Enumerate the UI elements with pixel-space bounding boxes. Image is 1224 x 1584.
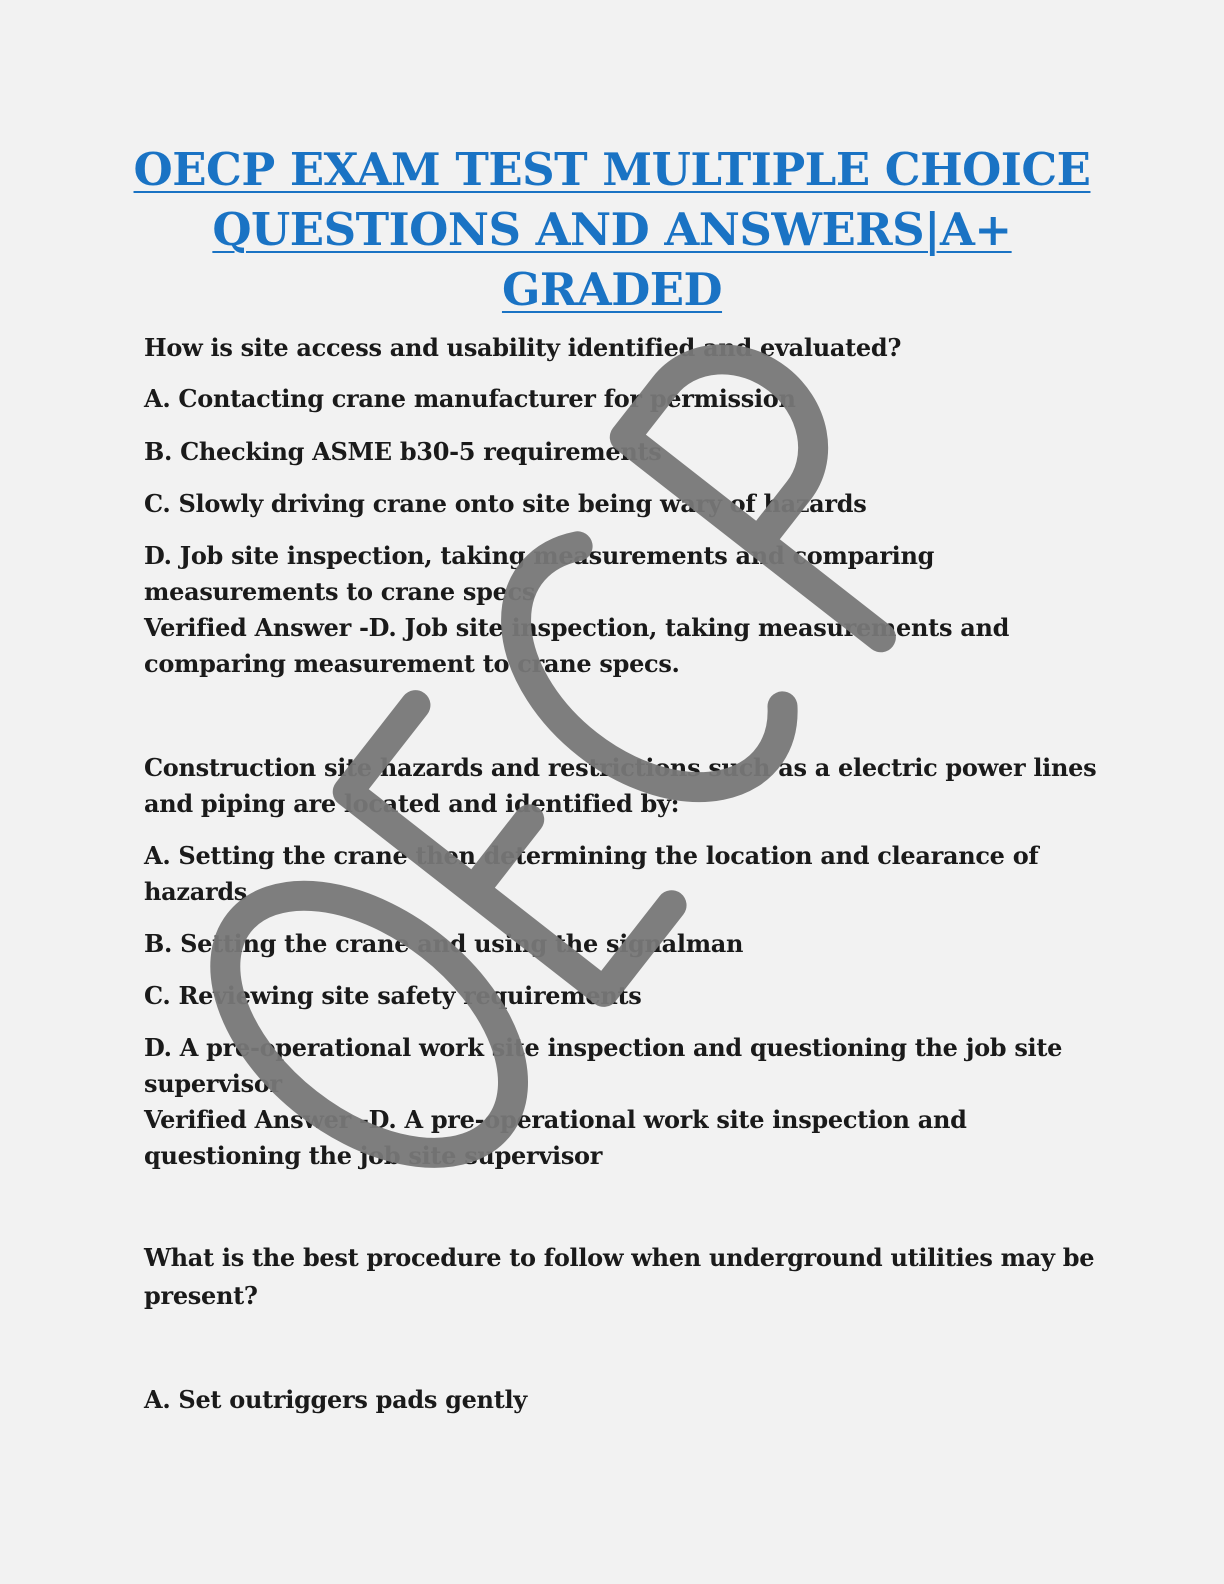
question-2-text-line-1: Construction site hazards and restrictions such as a electric power lines xyxy=(144,753,1097,782)
document-title xyxy=(120,140,1104,320)
question-2-option-b: B. Setting the crane and using the signalman xyxy=(144,929,744,958)
question-2-answer-line-1: Verified Answer -D. A pre-operational work site inspection and xyxy=(144,1105,967,1134)
question-3-text-line-2: present? xyxy=(144,1281,258,1310)
question-2-option-c: C. Reviewing site safety requirements xyxy=(144,981,642,1010)
question-2-option-a-line-2: hazards xyxy=(144,877,248,906)
question-1-option-b: B. Checking ASME b30-5 requirements xyxy=(144,437,662,466)
question-1-text: How is site access and usability identified and evaluated? xyxy=(144,333,902,362)
question-1-option-c: C. Slowly driving crane onto site being wary of hazards xyxy=(144,489,867,518)
question-2-answer-line-2: questioning the job site supervisor xyxy=(144,1141,603,1170)
title-line-3: GRADED xyxy=(501,263,723,316)
question-3-text-line-1: What is the best procedure to follow when underground utilities may be xyxy=(144,1243,1095,1272)
question-1-option-a: A. Contacting crane manufacturer for permission xyxy=(144,384,796,413)
question-1-answer-line-1: Verified Answer -D. Job site inspection, taking measurements and xyxy=(144,613,1010,642)
title-line-1: OECP EXAM TEST MULTIPLE CHOICE xyxy=(133,143,1091,196)
question-2-text-line-2: and piping are located and identified by: xyxy=(144,789,680,818)
watermark-letter-p xyxy=(625,327,967,637)
title-line-2: QUESTIONS AND ANSWERS|A+ xyxy=(212,203,1012,256)
question-2-option-a-line-1: A. Setting the crane then determining the location and clearance of xyxy=(144,841,1039,870)
question-2-option-d-line-2: supervisor xyxy=(144,1069,282,1098)
question-2-option-d-line-1: D. A pre-operational work site inspection and questioning the job site xyxy=(144,1033,1063,1062)
question-3-option-a: A. Set outriggers pads gently xyxy=(144,1385,527,1414)
question-1-option-d-line-1: D. Job site inspection, taking measurements and comparing xyxy=(144,541,935,570)
question-1-answer-line-2: comparing measurement to crane specs. xyxy=(144,649,680,678)
question-1-option-d-line-2: measurements to crane specs xyxy=(144,577,536,606)
